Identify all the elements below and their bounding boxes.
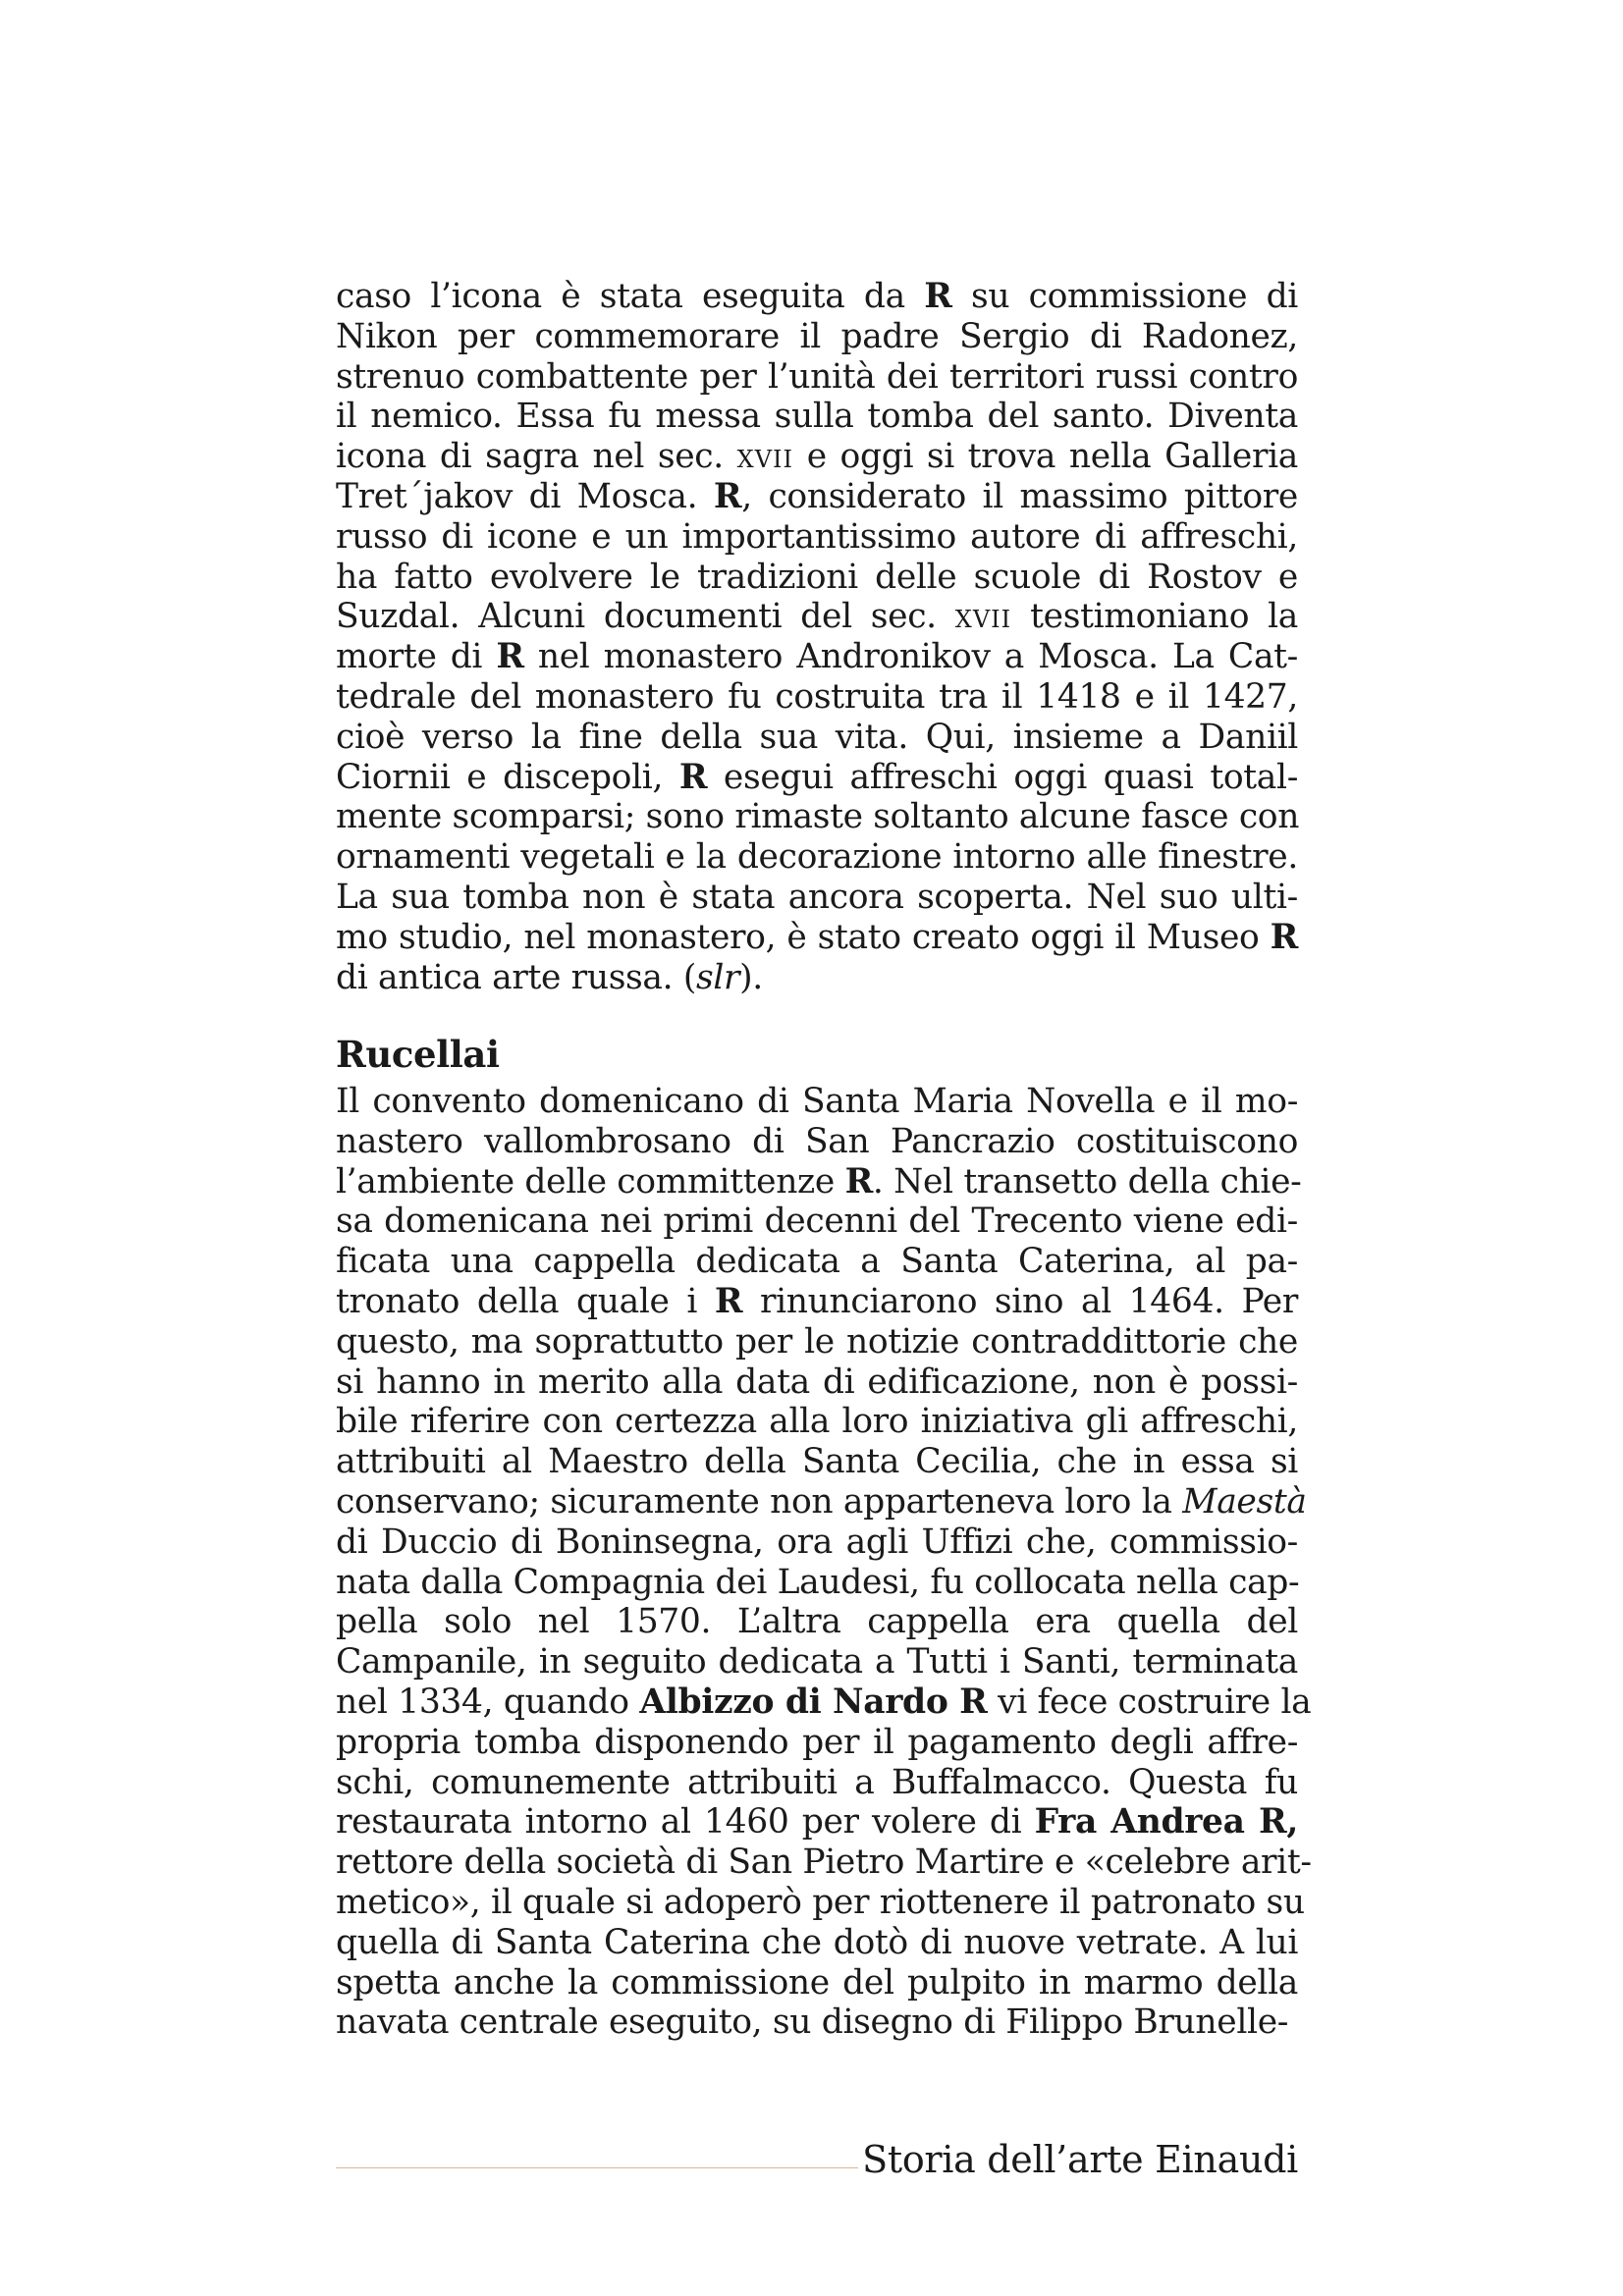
- text-run: icona di sagra nel sec.: [336, 437, 737, 477]
- text-run: schi, comunemente attribuiti a Buffalmacco. Questa fu: [336, 1762, 1298, 1802]
- text-run: Ciornii e discepoli,: [336, 757, 679, 797]
- bold-text: R: [844, 1161, 873, 1201]
- text-run: l’ambiente delle committenze: [336, 1161, 845, 1201]
- text-line: [336, 1362, 1298, 1403]
- text-line: [336, 1201, 1298, 1242]
- bold-text: R: [678, 757, 708, 797]
- footer-rule: [336, 2167, 858, 2168]
- text-line: [336, 918, 1298, 958]
- text-line: [336, 878, 1298, 918]
- bold-text: R: [924, 277, 952, 316]
- text-line: [336, 397, 1298, 437]
- text-run: il nemico. Essa fu messa sulla tomba del santo. Diventa: [336, 397, 1298, 437]
- text-run: attribuiti al Maestro della Santa Cecilia, che in essa si: [336, 1442, 1298, 1482]
- text-line: [336, 1723, 1298, 1763]
- text-run: Tret´jakov di Mosca.: [336, 476, 714, 516]
- text-run: di antica arte russa. (: [336, 957, 696, 997]
- text-run: di Duccio di Boninsegna, ora agli Uffizi che, commissio-: [336, 1522, 1298, 1562]
- text-line: [336, 2002, 1298, 2043]
- bold-text: Albizzo di Nardo R: [639, 1682, 988, 1722]
- text-run: restaurata intorno al 1460 per volere di: [336, 1802, 1035, 1842]
- text-run: pella solo nel 1570. L’altra cappella era quella del: [336, 1602, 1298, 1642]
- text-line: [336, 357, 1298, 398]
- text-line: [336, 797, 1298, 837]
- text-line: [336, 637, 1298, 677]
- bold-text: Fra Andrea R,: [1034, 1802, 1299, 1842]
- text-line: [336, 558, 1298, 598]
- italic-text: slr: [695, 957, 740, 997]
- text-line: [336, 1122, 1298, 1162]
- text-run: rinunciarono sino al 1464. Per: [742, 1281, 1299, 1321]
- text-line: [336, 597, 1298, 637]
- text-run: nastero vallombrosano di San Pancrazio costituiscono: [336, 1121, 1298, 1161]
- text-run: metico», il quale si adoperò per riottenere il patronato su: [336, 1882, 1305, 1922]
- text-run: Il convento domenicano di Santa Maria Novella e il mo-: [336, 1082, 1298, 1121]
- text-run: nata dalla Compagnia dei Laudesi, fu collocata nella cap-: [336, 1562, 1300, 1602]
- text-run: tedrale del monastero fu costruita tra il 1418 e il 1427,: [336, 676, 1298, 717]
- text-line: [336, 1842, 1312, 1883]
- text-run: ficata una cappella dedicata a Santa Caterina, al pa-: [336, 1242, 1298, 1282]
- text-line: [336, 758, 1298, 798]
- text-run: conservano; sicuramente non apparteneva loro la: [336, 1481, 1183, 1522]
- text-run: Nikon per commemorare il padre Sergio di Radonez,: [336, 316, 1298, 356]
- text-line: [336, 718, 1298, 758]
- text-line: [336, 1282, 1298, 1322]
- text-run: mente scomparsi; sono rimaste soltanto alcune fasce con: [336, 797, 1300, 837]
- text-line: [336, 1082, 1298, 1122]
- small-caps-text: xvii: [954, 597, 1012, 637]
- text-line: [336, 517, 1298, 558]
- text-run: tronato della quale i: [336, 1281, 715, 1321]
- text-run: russo di icone e un importantissimo autore di affreschi,: [336, 516, 1298, 557]
- small-caps-text: xvii: [736, 437, 793, 477]
- text-line: [336, 1602, 1298, 1642]
- text-line: [336, 1882, 1305, 1923]
- footer-title: Storia dell’arte Einaudi: [862, 2138, 1298, 2181]
- text-line: [336, 677, 1298, 718]
- text-line: [336, 1763, 1298, 1803]
- text-run: navata centrale eseguito, su disegno di Filippo Brunelle-: [336, 2002, 1289, 2043]
- text-run: bile riferire con certezza alla loro iniziativa gli affreschi,: [336, 1402, 1298, 1442]
- text-line: [336, 1682, 1312, 1723]
- text-run: rettore della società di San Pietro Martire e «celebre arit-: [336, 1842, 1312, 1883]
- text-run: esegui affreschi oggi quasi total-: [707, 757, 1298, 797]
- text-line: [336, 837, 1298, 878]
- bold-text: R: [714, 1281, 743, 1321]
- text-run: strenuo combattente per l’unità dei territori russi contro: [336, 356, 1298, 397]
- text-run: quella di Santa Caterina che dotò di nuove vetrate. A lui: [336, 1922, 1298, 1962]
- text-run: sa domenicana nei primi decenni del Trecento viene edi-: [336, 1201, 1298, 1242]
- text-run: , considerato il massimo pittore: [741, 476, 1298, 516]
- text-line: [336, 1563, 1298, 1603]
- text-line: [336, 477, 1298, 517]
- text-line: [336, 1963, 1298, 2003]
- text-run: mo studio, nel monastero, è stato creato oggi il Museo: [336, 917, 1271, 957]
- page-footer: [336, 2138, 1298, 2187]
- text-run: caso l’icona è stata eseguita da: [336, 277, 925, 316]
- text-run: e oggi si trova nella Galleria: [793, 437, 1299, 477]
- text-line: [336, 1522, 1298, 1563]
- text-run: . Nel transetto della chie-: [872, 1161, 1302, 1201]
- text-run: testimoniano la: [1011, 597, 1298, 637]
- text-line: [336, 1923, 1298, 1963]
- text-run: nel monastero Andronikov a Mosca. La Cat-: [523, 637, 1298, 677]
- text-run: si hanno in merito alla data di edificazione, non è possi-: [336, 1362, 1298, 1402]
- italic-text: Maestà: [1182, 1481, 1307, 1522]
- text-run: spetta anche la commissione del pulpito in marmo della: [336, 1962, 1298, 2002]
- text-run: ).: [739, 957, 763, 997]
- text-line: [336, 958, 1298, 998]
- text-run: La sua tomba non è stata ancora scoperta. Nel suo ulti-: [336, 877, 1298, 917]
- text-run: nel 1334, quando: [336, 1682, 640, 1722]
- text-line: [336, 1481, 1307, 1522]
- text-run: questo, ma soprattutto per le notizie contraddittorie che: [336, 1321, 1298, 1362]
- text-line: [336, 1402, 1298, 1442]
- text-run: su commissione di: [951, 277, 1298, 316]
- text-run: vi fece costruire la: [987, 1682, 1312, 1722]
- paragraph-rucellai: [336, 1082, 1312, 2043]
- text-line: [336, 437, 1298, 477]
- text-run: propria tomba disponendo per il pagamento degli affre-: [336, 1722, 1298, 1762]
- text-run: Suzdal. Alcuni documenti del sec.: [336, 597, 955, 637]
- bold-text: R: [1270, 917, 1298, 957]
- text-line: [336, 1442, 1298, 1482]
- text-run: morte di: [336, 637, 497, 677]
- text-line: [336, 1242, 1298, 1282]
- text-line: [336, 277, 1298, 317]
- bold-text: R: [496, 637, 524, 677]
- text-run: ornamenti vegetali e la decorazione intorno alle finestre.: [336, 837, 1298, 878]
- text-line: [336, 1322, 1298, 1362]
- text-line: [336, 1161, 1302, 1202]
- text-run: cioè verso la fine della sua vita. Qui, insieme a Daniil: [336, 717, 1298, 757]
- text-run: ha fatto evolvere le tradizioni delle scuole di Rostov e: [336, 557, 1298, 597]
- bold-text: R: [713, 476, 742, 516]
- section-heading: Rucellai: [336, 1033, 500, 1076]
- text-run: Campanile, in seguito dedicata a Tutti i Santi, terminata: [336, 1642, 1298, 1682]
- text-line: [336, 317, 1298, 357]
- text-line: [336, 1642, 1298, 1682]
- paragraph-ryblev-continuation: [336, 277, 1298, 997]
- text-line: [336, 1802, 1298, 1842]
